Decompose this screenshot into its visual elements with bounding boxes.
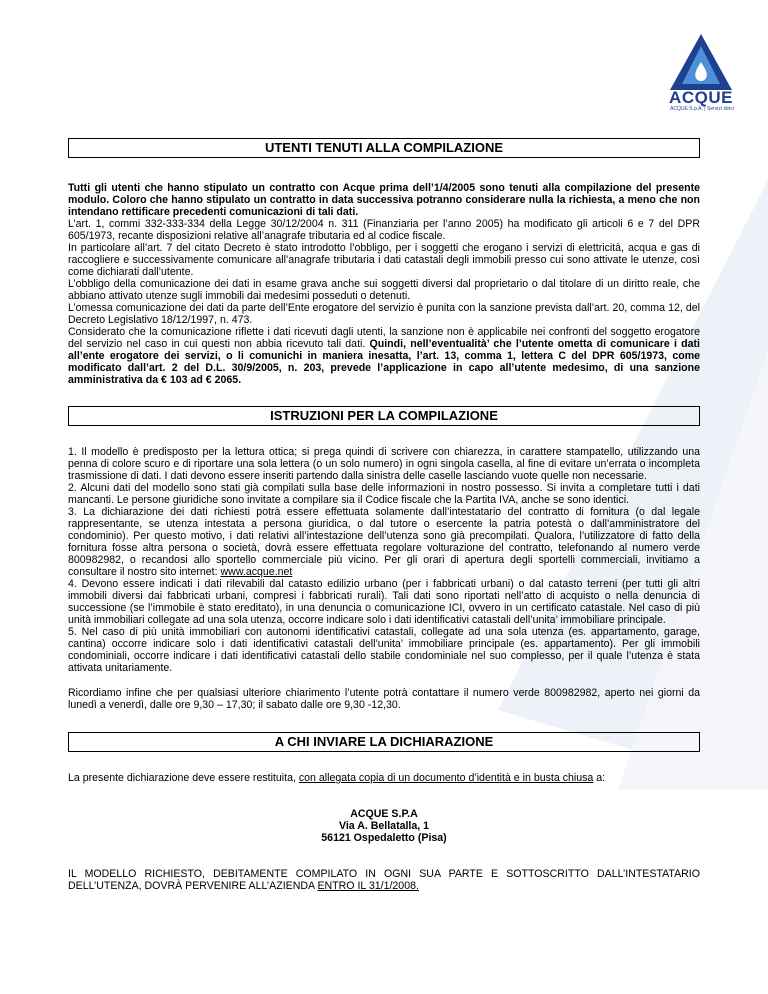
- utenti-paragraph-1: L’art. 1, commi 332-333-334 della Legge 30/12/2004 n. 311 (Finanziaria per l’anno 2005) ha modificato gli articoli 6 e 7 del DPR 605/1973, recante disposizioni relative all’anagrafe tributaria ed al codice fiscale.: [68, 218, 700, 242]
- istruzioni-item-3: 3. La dichiarazione dei dati richiesti potrà essere effettuata solamente dall’intestatario del contratto di fornitura (o dal legale rappresentante, se utenza intestata a persona giuridica, o dal tutore o esercente la patria potestà o dall’amministratore del condominio). Per questo motivo, i dati relativi all’intestazione dell’utenza sono già precompilati. Qualora, l’utilizzatore di fatto della fornitura fosse altra persona o società, dovrà essere effettuata regolare volturazione del contratto, telefonando al numero verde 800982982, o recandosi allo sportello commerciale più vicino. Per gli orari di apertura degli sportelli commerciali, invitiamo a consultare il nostro sito internet: www.acque.net: [68, 506, 700, 578]
- address-name: ACQUE S.P.A: [350, 808, 418, 820]
- website-link[interactable]: www.acque.net: [220, 566, 293, 578]
- address-city: 56121 Ospedaletto (Pisa): [321, 832, 447, 844]
- istruzioni-reminder: Ricordiamo infine che per qualsiasi ulteriore chiarimento l’utente potrà contattare il numero verde 800982982, aperto nei giorni da lunedì a venerdì, dalle ore 9,30 – 17,30; il sabato dalle ore 9,30 -12,30.: [68, 687, 700, 711]
- istruzioni-item-1: 1. Il modello è predisposto per la lettura ottica; si prega quindi di scrivere con chiarezza, in carattere stampatello, utilizzando una penna di colore scuro e di riportare una sola lettera (o un solo numero) in ogni singola casella, al fine di evitare un’errata o incompleta trasmissione di dati. I dati devono essere inseriti partendo dalla sinistra delle caselle lasciando vuote quelle non necessarie.: [68, 446, 700, 482]
- address-street: Via A. Bellatalla, 1: [338, 820, 430, 832]
- section-title-invio: A CHI INVIARE LA DICHIARAZIONE: [68, 732, 700, 752]
- utenti-sanction-text: Quindi, nell’eventualità’ che l’utente ometta di comunicare i dati all’ente erogatore dei servizi, o li comunichi in maniera inesatta, l’art. 13, comma 1, lettera C del DPR 605/1973, come modificato dall’art. 2 del D.L. 30/9/2005, n. 203, prevede l’applicazione in capo all’utente medesimo, di una sanzione amministrativa da € 103 ad € 2065.: [68, 338, 700, 386]
- utenti-intro: Tutti gli utenti che hanno stipulato un contratto con Acque prima dell’1/4/2005 sono tenuti alla compilazione del presente modulo. Coloro che hanno stipulato un contratto in data successiva potranno considerare nulla la richiesta, a meno che non intendano rettificare precedenti comunicazioni di tali dati.: [68, 182, 700, 218]
- logo-subtitle: ACQUE S.p.A. | Servizi Idrici: [670, 106, 734, 112]
- invio-deadline: IL MODELLO RICHIESTO, DEBITAMENTE COMPILATO IN OGNI SUA PARTE E SOTTOSCRITTO DALL’INTESTATARIO DELL’UTENZA, DOVRÀ PERVENIRE ALL’AZIENDA ENTRO IL 31/1/2008.: [68, 868, 700, 892]
- section-title-istruzioni: ISTRUZIONI PER LA COMPILAZIONE: [68, 406, 700, 426]
- utenti-paragraph-4: L’omessa comunicazione dei dati da parte dell’Ente erogatore del servizio è punita con la sanzione prevista dall’art. 20, comma 12, del Decreto Legislativo 18/12/1997, n. 473.: [68, 302, 700, 326]
- istruzioni-item-5: 5. Nel caso di più unità immobiliari con autonomi identificativi catastali, collegate ad una sola utenza (es. appartamento, garage, cantina) occorre indicare solo i dati identificativi catastali dell’unita’ immobiliare principale (es. appartamento). Per gli immobili condominiali, occorre indicare i dati identificativi catastali dello stabile condominiale nel suo complesso, per il quale l’utenza è stata attivata unitariamente.: [68, 626, 700, 674]
- section-title-utenti: UTENTI TENUTI ALLA COMPILAZIONE: [68, 138, 700, 158]
- utenti-paragraph-2: In particolare all’art. 7 del citato Decreto è stato introdotto l’obbligo, per i soggetti che erogano i servizi di elettricità, acqua e gas di raccogliere e successivamente comunicare all’anagrafe tributaria i dati catastali degli immobili presso cui sono attivate le utenze, così come dichiarati dall’utente.: [68, 242, 700, 278]
- document-body: [68, 138, 700, 892]
- address-block: [68, 808, 700, 844]
- istruzioni-item-4: 4. Devono essere indicati i dati rilevabili dal catasto edilizio urbano (per i fabbricati urbani) o dal catasto terreni (per tutti gli altri immobili diversi dai fabbricati urbani, compresi i fabbricati rurali). Tali dati sono riportati nell’atto di acquisto o nella denuncia di successione (se l’immobile è stato ereditato), in una denuncia o comunicazione ICI, ovvero in un certificato catastale. Nel caso di più unità immobiliari collegate ad una sola utenza, occorre indicare solo i dati identificativi catastali dell’unita’ immobiliare principale.: [68, 578, 700, 626]
- invio-intro: La presente dichiarazione deve essere restituita, con allegata copia di un documento d’identità e in busta chiusa a:: [68, 772, 606, 784]
- utenti-paragraph-3: L’obbligo della comunicazione dei dati in esame grava anche sui soggetti diversi dal proprietario o dal titolare di un diritto reale, che abbiano attivato utenze sugli immobili dai medesimi posseduti o detenuti.: [68, 278, 700, 302]
- istruzioni-item-2: 2. Alcuni dati del modello sono stati già compilati sulla base delle informazioni in nostro possesso. Si invita a completare tutti i dati mancanti. Le persone giuridiche sono invitate a compilare sia il Codice fiscale che la Partita IVA, anche se sono identici.: [68, 482, 700, 506]
- logo-brand: ACQUE: [669, 88, 733, 107]
- utenti-paragraph-5: Considerato che la comunicazione riflette i dati ricevuti dagli utenti, la sanzione non è applicabile nei confronti del soggetto erogatore del servizio nel caso in cui questi non abbia ricevuto tali dati. Quindi, nell’eventualità’ che l’utente ometta di comunicare i dati all’ente erogatore dei servizi, o li comunichi in maniera inesatta, l’art. 13, comma 1, lettera C del DPR 605/1973, come modificato dall’art. 2 del D.L. 30/9/2005, n. 203, prevede l’applicazione in capo all’utente medesimo, di una sanzione amministrativa da € 103 ad € 2065.: [68, 326, 700, 386]
